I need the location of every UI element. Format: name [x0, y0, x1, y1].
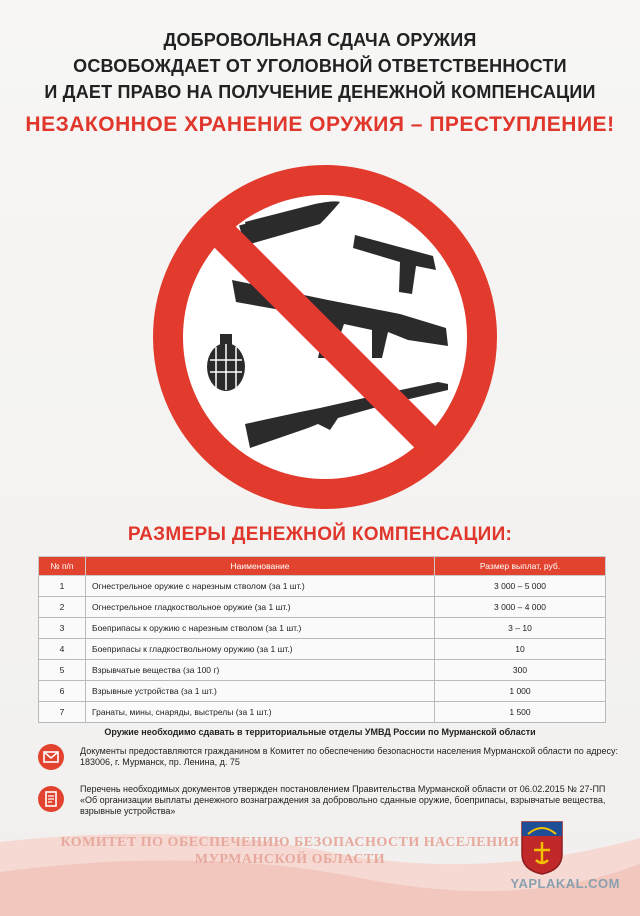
- header-line-3: И ДАЕТ ПРАВО НА ПОЛУЧЕНИЕ ДЕНЕЖНОЙ КОМПЕНСАЦИИ: [44, 82, 596, 102]
- decree-info: Перечень необходимых документов утвержден постановлением Правительства Мурманской области от 06.02.2015 № 27-ПП «Об организации выплаты денежного вознаграждения за добровольно сданные оружие, боеприпасы, взрывчатые вещества, взрывные устройства»: [80, 784, 606, 816]
- header-line-1: ДОБРОВОЛЬНАЯ СДАЧА ОРУЖИЯ: [163, 30, 477, 50]
- table-row: [39, 702, 606, 723]
- row-name: Гранаты, мины, снаряды, выстрелы (за 1 шт.): [86, 702, 435, 723]
- row-number: 3: [39, 618, 86, 639]
- column-payment: Размер выплат, руб.: [435, 557, 606, 576]
- table-row: [39, 576, 606, 597]
- documents-info: Документы предоставляются гражданином в Комитет по обеспечению безопасности населения Мурманской области по адресу: 183006, г. Мурманск, пр. Ленина, д. 75: [80, 746, 619, 767]
- header-line-2: ОСВОБОЖДАЕТ ОТ УГОЛОВНОЙ ОТВЕТСТВЕННОСТИ: [73, 56, 567, 76]
- site-watermark: YAPLAKAL.COM: [510, 876, 620, 891]
- compensation-table: [38, 556, 606, 723]
- column-number: № п/п: [39, 557, 86, 576]
- row-value: 1 000: [435, 681, 606, 702]
- row-number: 4: [39, 639, 86, 660]
- column-name: Наименование: [86, 557, 435, 576]
- row-number: 6: [39, 681, 86, 702]
- submission-note: Оружие необходимо сдавать в территориальные отделы УМВД России по Мурманской области: [104, 727, 536, 737]
- prohibition-sign: [150, 162, 500, 512]
- table-row: [39, 660, 606, 681]
- row-value: 1 500: [435, 702, 606, 723]
- row-name: Взрывчатые вещества (за 100 г): [86, 660, 435, 681]
- row-value: 10: [435, 639, 606, 660]
- table-header-row: [39, 557, 606, 576]
- committee-name-line-2: МУРМАНСКОЙ ОБЛАСТИ: [194, 852, 386, 867]
- row-value: 3 – 10: [435, 618, 606, 639]
- clipboard-icon: [38, 786, 64, 812]
- table-row: [39, 681, 606, 702]
- row-value: 3 000 – 5 000: [435, 576, 606, 597]
- row-name: Боеприпасы к гладкоствольному оружию (за 1 шт.): [86, 639, 435, 660]
- row-number: 7: [39, 702, 86, 723]
- warning-title: НЕЗАКОННОЕ ХРАНЕНИЕ ОРУЖИЯ – ПРЕСТУПЛЕНИЕ!: [25, 113, 615, 136]
- row-name: Боеприпасы к оружию с нарезным стволом (за 1 шт.): [86, 618, 435, 639]
- row-number: 1: [39, 576, 86, 597]
- envelope-icon: [38, 744, 64, 770]
- committee-name-line-1: КОМИТЕТ ПО ОБЕСПЕЧЕНИЮ БЕЗОПАСНОСТИ НАСЕЛЕНИЯ: [60, 835, 520, 850]
- murmansk-crest-icon: [520, 820, 564, 876]
- row-name: Взрывные устройства (за 1 шт.): [86, 681, 435, 702]
- row-number: 2: [39, 597, 86, 618]
- table-row: [39, 639, 606, 660]
- row-name: Огнестрельное гладкоствольное оружие (за 1 шт.): [86, 597, 435, 618]
- table-row: [39, 618, 606, 639]
- row-name: Огнестрельное оружие с нарезным стволом (за 1 шт.): [86, 576, 435, 597]
- row-number: 5: [39, 660, 86, 681]
- row-value: 3 000 – 4 000: [435, 597, 606, 618]
- table-row: [39, 597, 606, 618]
- row-value: 300: [435, 660, 606, 681]
- compensation-title: РАЗМЕРЫ ДЕНЕЖНОЙ КОМПЕНСАЦИИ:: [127, 524, 513, 545]
